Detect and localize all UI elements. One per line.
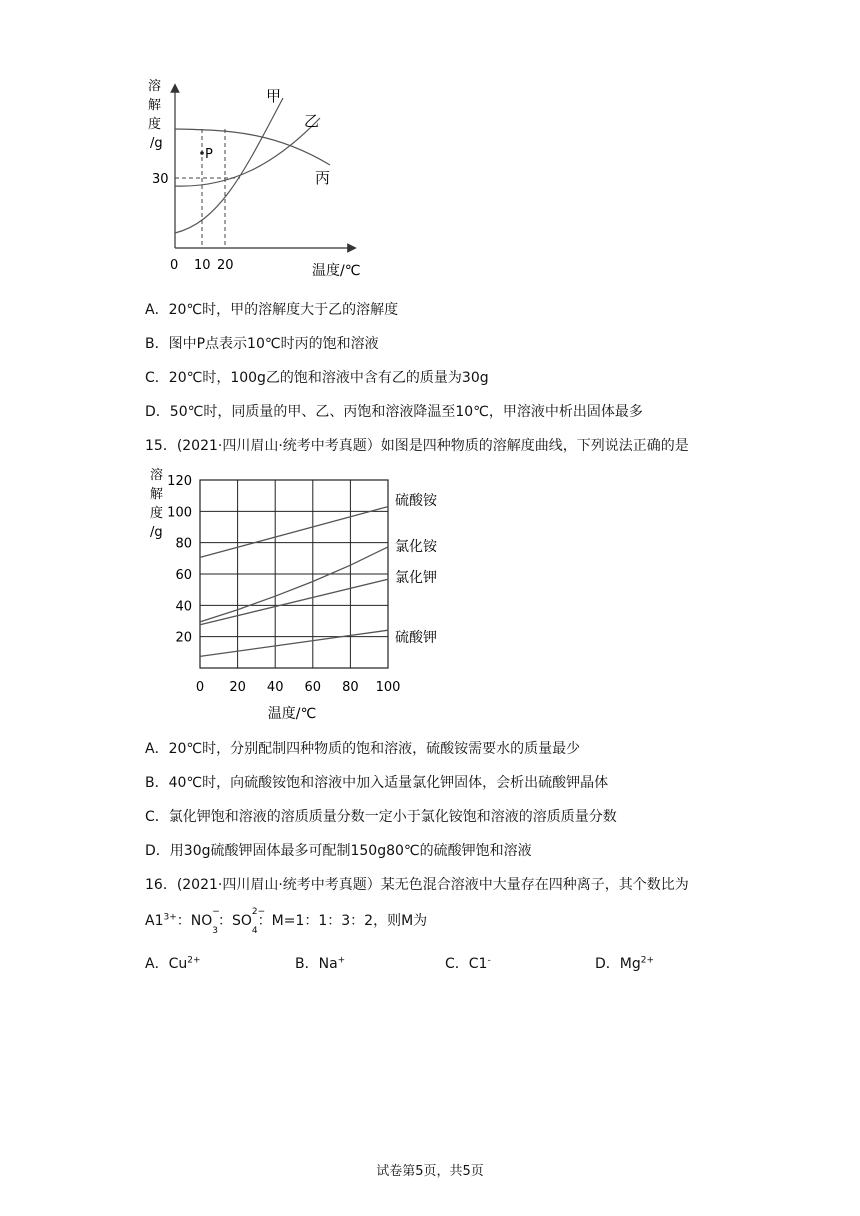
q15-option-c bbox=[145, 806, 617, 826]
q16-option-a: A．$Cu^{2+}$ bbox=[145, 955, 201, 972]
c2-xtick-100: 100 bbox=[375, 680, 401, 695]
c2-xtick-60: 60 bbox=[304, 680, 322, 695]
q15-option-b-letter: B． bbox=[145, 775, 169, 791]
q14-option-c-text: 20℃时，100g乙的饱和溶液中含有乙的质量为30g bbox=[168, 370, 489, 386]
c2-series-label-1: 硫酸铵 bbox=[395, 493, 437, 509]
c2-xtick-40: 40 bbox=[266, 680, 284, 695]
page-footer: 试卷第5页，共5页 bbox=[376, 1164, 484, 1179]
q15-option-c-text: 氯化钾饱和溶液的溶质质量分数一定小于氯化铵饱和溶液的溶质质量分数 bbox=[168, 809, 617, 825]
q14-option-b-letter: B． bbox=[145, 336, 169, 352]
solubility-chart-2 bbox=[0, 465, 860, 725]
c1-ylabel-4: /g bbox=[150, 136, 163, 151]
ion-al: $A1^{3+}$： bbox=[145, 912, 191, 929]
solubility-chart-1 bbox=[0, 0, 860, 290]
c2-series-label-2: 氯化铵 bbox=[395, 539, 437, 555]
q14-option-d-letter: D． bbox=[145, 404, 170, 420]
c1-label-bing: 丙 bbox=[315, 169, 331, 187]
q16-stem: 16．(2021·四川眉山·统考中考真题）某无色混合溶液中大量存在四种离子，其个数比为 bbox=[145, 877, 689, 893]
c2-ytick-120: 120 bbox=[167, 474, 192, 489]
q14-option-b bbox=[145, 333, 379, 353]
c2-series-label-4: 硫酸钾 bbox=[395, 630, 437, 646]
q15-option-d bbox=[145, 840, 532, 860]
q16-option-c: C．C1- bbox=[445, 955, 491, 972]
c1-label-jia: 甲 bbox=[266, 87, 282, 105]
q15-option-a bbox=[145, 738, 580, 758]
c2-xlabel: 温度/℃ bbox=[267, 706, 317, 722]
c2-ytick-80: 80 bbox=[175, 536, 192, 552]
q14-option-b-text: 图中P点表示10℃时丙的饱和溶液 bbox=[168, 336, 379, 352]
q14-option-d bbox=[145, 401, 643, 421]
q14-option-c bbox=[145, 367, 489, 387]
q16-option-d: D．$Mg^{2+}$ bbox=[595, 955, 655, 972]
q15-option-c-letter: C． bbox=[145, 809, 169, 825]
q15-option-d-text: 用30g硫酸钾固体最多可配制150g80℃的硫酸钾饱和溶液 bbox=[169, 843, 532, 859]
ion-so4: SO 2− $_4$ bbox=[232, 907, 266, 936]
q15-option-b-text: 40℃时，向硫酸铵饱和溶液中加入适量氯化钾固体，会析出硫酸钾晶体 bbox=[168, 775, 609, 791]
c1-xtick-0: 0 bbox=[170, 258, 179, 273]
c1-curve-bing bbox=[175, 129, 330, 165]
c2-xtick-20: 20 bbox=[229, 680, 246, 695]
c2-ytick-20: 20 bbox=[175, 630, 192, 646]
q15-option-d-letter: D． bbox=[145, 843, 170, 859]
q14-option-a-text: 20℃时，甲的溶解度大于乙的溶解度 bbox=[168, 302, 399, 318]
c1-curve-jia bbox=[175, 98, 283, 233]
ion-no3: NO − $_3$： bbox=[190, 907, 232, 936]
q14-option-c-letter: C． bbox=[145, 370, 169, 386]
q16-ion-ratio bbox=[145, 907, 428, 936]
c1-xtick-20: 20 bbox=[217, 258, 234, 273]
q16-option-b: B．Na+ bbox=[295, 955, 346, 972]
c2-xtick-80: 80 bbox=[342, 680, 359, 695]
ratio-text: ：M=1：1：3：2，则M为 bbox=[257, 913, 428, 929]
c2-ytick-40: 40 bbox=[175, 599, 192, 615]
c1-xtick-10: 10 bbox=[194, 258, 211, 273]
q14-option-a bbox=[145, 299, 398, 319]
q15-option-b bbox=[145, 772, 608, 792]
c2-ylabel-2: 解 bbox=[150, 487, 164, 502]
q14-option-a-letter: A． bbox=[145, 302, 169, 318]
c1-ylabel-3: 度 bbox=[148, 117, 162, 132]
c1-ytick-30: 30 bbox=[152, 172, 169, 187]
q15-option-a-text: 20℃时，分别配制四种物质的饱和溶液，硫酸铵需要水的质量最少 bbox=[168, 741, 581, 757]
c2-series-line-4 bbox=[200, 630, 388, 656]
c1-curve-yi bbox=[175, 118, 320, 186]
c2-series-line-1 bbox=[200, 507, 388, 558]
c1-ylabel-2: 解 bbox=[148, 98, 162, 113]
c2-ylabel-1: 溶 bbox=[150, 468, 164, 483]
c1-point-label: P bbox=[205, 147, 213, 162]
c1-ylabel-1: 溶 bbox=[148, 79, 162, 94]
c2-ylabel-3: 度 bbox=[150, 506, 164, 521]
c2-ytick-100: 100 bbox=[167, 505, 192, 521]
c2-ylabel-4: /g bbox=[150, 525, 163, 540]
q15-stem: 15．(2021·四川眉山·统考中考真题）如图是四种物质的溶解度曲线，下列说法正确的是 bbox=[145, 438, 689, 454]
q15-option-a-letter: A． bbox=[145, 741, 169, 757]
c1-label-yi: 乙 bbox=[304, 112, 320, 130]
c2-series-line-2 bbox=[200, 547, 388, 622]
c2-ytick-60: 60 bbox=[175, 568, 192, 583]
c1-xlabel: 温度/℃ bbox=[312, 263, 361, 279]
c2-series-label-3: 氯化钾 bbox=[395, 570, 437, 586]
c2-xtick-0: 0 bbox=[195, 680, 205, 695]
c2-series-line-3 bbox=[200, 579, 388, 625]
q14-option-d-text: 50℃时，同质量的甲、乙、丙饱和溶液降温至10℃，甲溶液中析出固体最多 bbox=[169, 404, 643, 420]
c1-point-p bbox=[200, 151, 204, 155]
